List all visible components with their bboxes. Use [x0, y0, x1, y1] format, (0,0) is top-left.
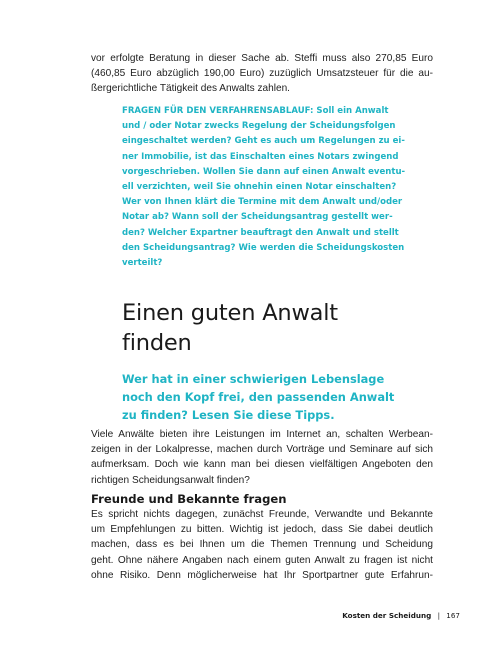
- question-line: ner Immobilie, ist das Einschalten eines Notars zwingend: [122, 151, 399, 162]
- text-line: zeigen in der Lokalpresse, machen durch Vorträge und Seminare auf sich: [91, 444, 433, 456]
- question-line: und / oder Notar zwecks Regelung der Scheidungsfolgen: [122, 121, 396, 132]
- subsection-body-paragraph: [91, 507, 433, 583]
- text-line: vor erfolgte Beratung in dieser Sache ab. Steffi muss also 270,85 Euro: [91, 53, 433, 64]
- question-line: vorgeschrieben. Wollen Sie dann auf einen Anwalt eventu-: [122, 166, 406, 177]
- text-line: machen, dass es bei Ihnen um die Themen Trennung und Scheidung: [91, 539, 433, 551]
- question-line: ell verzichten, weil Sie ohnehin einen Notar einschalten?: [122, 182, 397, 193]
- text-line: Es spricht nichts dagegen, zunächst Freunde, Verwandte und Bekannte: [91, 509, 433, 520]
- headline-line: finden: [122, 330, 192, 356]
- process-questions-box: [122, 104, 433, 271]
- section-headline: [122, 298, 422, 358]
- page-number: 167: [446, 611, 460, 620]
- footer-section-title: Kosten der Scheidung: [342, 611, 432, 620]
- text-line: richtigen Scheidungsanwalt finden?: [91, 474, 250, 486]
- headline-line: Einen guten Anwalt: [122, 300, 338, 326]
- question-line: FRAGEN FÜR DEN VERFAHRENSABLAUF: Soll ein Anwalt: [122, 106, 389, 116]
- text-line: ßergerichtliche Tätigkeit des Anwalts zahlen.: [91, 83, 290, 95]
- intro-paragraph: [91, 51, 433, 97]
- text-line: (460,85 Euro abzüglich 190,00 Euro) zuzüglich Umsatzsteuer für die au-: [91, 68, 433, 80]
- section-teaser: [122, 370, 422, 424]
- question-line: verteilt?: [122, 258, 163, 269]
- text-line: geht. Ohne nähere Angaben nach einem guten Anwalt zu fragen ist nicht: [91, 554, 433, 566]
- subsection-heading: Freunde und Bekannte fragen: [91, 492, 287, 506]
- question-line: den Scheidungsantrag? Wie werden die Scheidungskosten: [122, 242, 405, 253]
- text-line: um Empfehlungen zu bitten. Wichtig ist jedoch, dass Sie dabei deutlich: [91, 524, 433, 536]
- question-line: eingeschaltet werden? Geht es auch um Regelungen zu ei-: [122, 136, 405, 147]
- question-line: den? Welcher Expartner beauftragt den Anwalt und stellt: [122, 227, 399, 238]
- teaser-line: zu finden? Lesen Sie diese Tipps.: [122, 408, 335, 422]
- text-line: aufmerksam. Doch wie kann man bei diesen vielfältigen Angeboten den: [91, 459, 433, 471]
- question-line: Notar ab? Wann soll der Scheidungsantrag gestellt wer-: [122, 212, 393, 223]
- teaser-line: Wer hat in einer schwierigen Lebenslage: [122, 372, 385, 386]
- text-line: ohne Risiko. Denn möglicherweise hat Ihr Sportpartner gute Erfahrun-: [91, 569, 433, 581]
- teaser-line: noch den Kopf frei, den passenden Anwalt: [122, 390, 395, 404]
- text-line: Viele Anwälte bieten ihre Leistungen im Internet an, schalten Werbean-: [91, 429, 433, 440]
- footer-separator: |: [437, 611, 440, 620]
- page-footer: [342, 611, 460, 621]
- question-line: Wer von Ihnen klärt die Termine mit dem Anwalt und/oder: [122, 197, 403, 208]
- section-body-paragraph: [91, 427, 433, 488]
